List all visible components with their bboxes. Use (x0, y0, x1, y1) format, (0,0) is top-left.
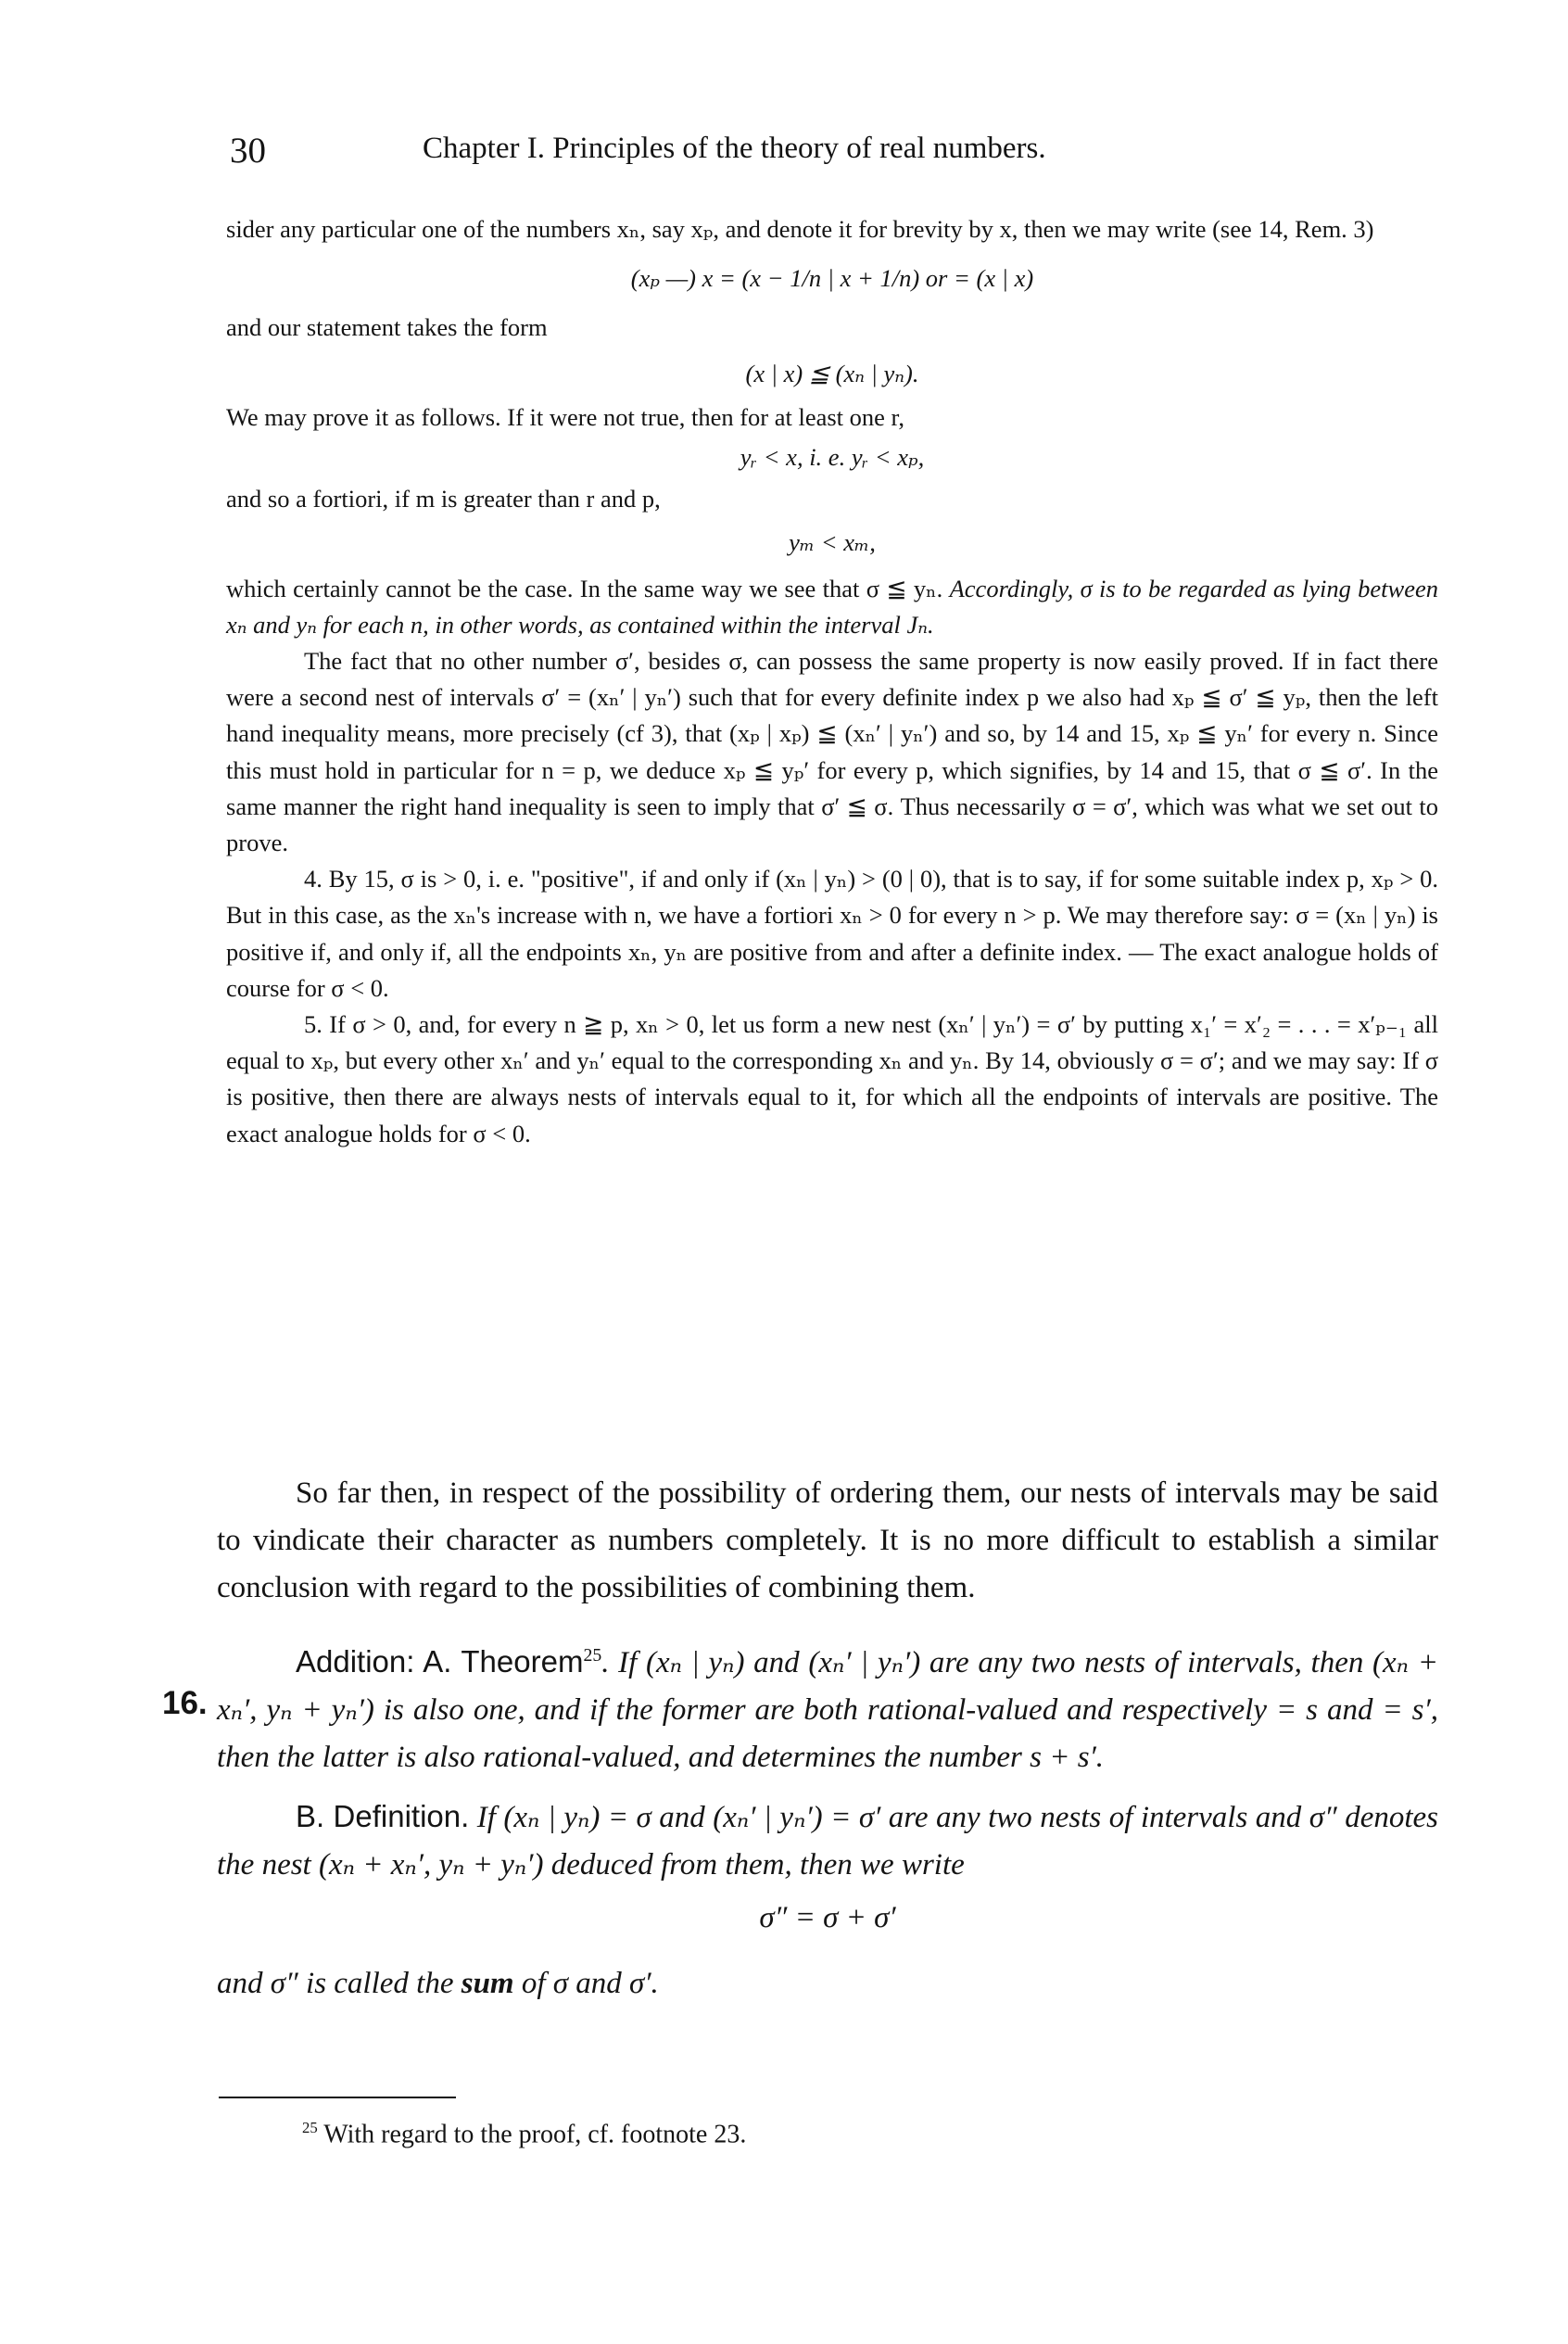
accordingly-italic-text: Accordingly, σ is to be regarded as lying between xₙ and yₙ for each n, in other words, as contained within the interval Jₙ. (226, 574, 1438, 639)
equation-contradiction: yᵣ < x, i. e. yᵣ < xₚ, (740, 443, 925, 472)
large-print-block (217, 1470, 1438, 2008)
accordingly-normal-text: which certainly cannot be the case. In the same way we see that σ ≦ yₙ. (226, 574, 950, 602)
paragraph-item-5: 5. If σ > 0, and, for every n ≧ p, xₙ > 0, let us form a new nest (xₙ′ | yₙ′) = σ′ by putting x₁′ = x′₂ = . . . = x′ₚ₋₁ all equal to xₚ, but every other xₙ′ and yₙ′ equal to the corresponding xₙ and yₙ. By 14, obviously σ = σ′; and we may say: If σ is positive, then there are always nests of intervals equal to it, for which all the endpoints of intervals are positive. The exact analogue holds for σ < 0. (226, 1010, 1438, 1147)
paragraph-sum-called (217, 1960, 1438, 2008)
paragraph-item-4: 4. By 15, σ is > 0, i. e. "positive", if and only if (xₙ | yₙ) > (0 | 0), that is to say, if for some suitable index p, xₚ > 0. But in this case, as the xₙ's increase with n, we have a fortiori xₙ > 0 for every n > p. We may therefore say: σ = (xₙ | yₙ) is positive if, and only if, all the endpoints xₙ, yₙ are positive from and after a definite index. — The exact analogue holds of course for σ < 0. (226, 865, 1438, 1002)
page-header (230, 130, 1435, 185)
sum-called-pre: and σ″ is called the (217, 1967, 462, 2000)
sum-term: sum (461, 1967, 514, 2000)
page-number: 30 (230, 131, 266, 171)
definition-heading: B. Definition. (296, 1799, 470, 1833)
paragraph-a-fortiori: and so a fortiori, if m is greater than r and p, (226, 485, 661, 513)
footnote-marker: 25 (302, 2119, 318, 2136)
paragraph-statement-form: and our statement takes the form (226, 313, 548, 342)
definition-text: If (xₙ | yₙ) = σ and (xₙ′ | yₙ′) = σ′ are any two nests of intervals and σ″ denotes the nest (xₙ + xₙ′, yₙ + yₙ′) deduced from them, then we write (217, 1801, 1438, 1882)
footnote-rule (219, 2097, 456, 2098)
paragraph-proof-start: We may prove it as follows. If it were not true, then for at least one r, (226, 402, 904, 431)
theorem-heading: Addition: A. Theorem (296, 1644, 584, 1679)
sum-called-post: of σ and σ′. (513, 1967, 659, 2000)
equation-ym-xm: yₘ < xₘ, (789, 528, 876, 557)
footnote-text: With regard to the proof, cf. footnote 23. (317, 2120, 747, 2149)
theorem-text: . If (xₙ | yₙ) and (xₙ′ | yₙ′) are any two nests of intervals, then (xₙ + xₙ′, yₙ + yₙ′) is also one, and if the former are both rational-valued and respectively = s and = s′, then the latter is also rational-valued, and determines the number s + s′. (217, 1646, 1438, 1774)
paragraph-uniqueness: The fact that no other number σ′, besides σ, can possess the same property is now easily proved. If in fact there were a second nest of intervals σ′ = (xₙ′ | yₙ′) such that for every definite index p we also had xₚ ≦ σ′ ≦ yₚ, then the left hand inequality means, more precisely (cf 3), that (xₚ | xₚ) ≦ (xₙ′ | yₙ′) and so, by 14 and 15, xₚ ≦ yₙ′ for every n. Since this must hold in particular for n = p, we deduce xₚ ≦ yₚ′ for every p, which signifies, by 14 and 15, that σ ≦ σ′. In the same manner the right hand inequality is seen to imply that σ′ ≦ σ. Thus necessarily σ = σ′, which was what we set out to prove. (226, 647, 1438, 857)
running-head: Chapter I. Principles of the theory of real numbers. (423, 132, 1046, 165)
theorem-addition (217, 1632, 1438, 1781)
paragraph-so-far: So far then, in respect of the possibility of ordering them, our nests of intervals may be said to vindicate their character as numbers completely. It is no more difficult to establish a similar conclusion with regard to the possibilities of combining them. (217, 1476, 1438, 1604)
equation-sum: σ″ = σ + σ′ (759, 1901, 896, 1934)
paragraph-continuation: sider any particular one of the numbers xₙ, say xₚ, and denote it for brevity by x, then we may write (see 14, Rem. 3) (226, 215, 1374, 243)
equation-interval: (xₚ —) x = (x − 1/n | x + 1/n) or = (x | x) (630, 264, 1034, 293)
footnote (302, 2111, 746, 2151)
theorem-footnote-ref: 25 (583, 1645, 602, 1666)
small-print-block (226, 211, 1438, 1152)
section-number: 16. (162, 1685, 208, 1721)
paragraph-accordingly (226, 571, 1438, 643)
equation-statement: (x | x) ≦ (xₙ | yₙ). (745, 359, 919, 387)
definition-sum (217, 1793, 1438, 1889)
